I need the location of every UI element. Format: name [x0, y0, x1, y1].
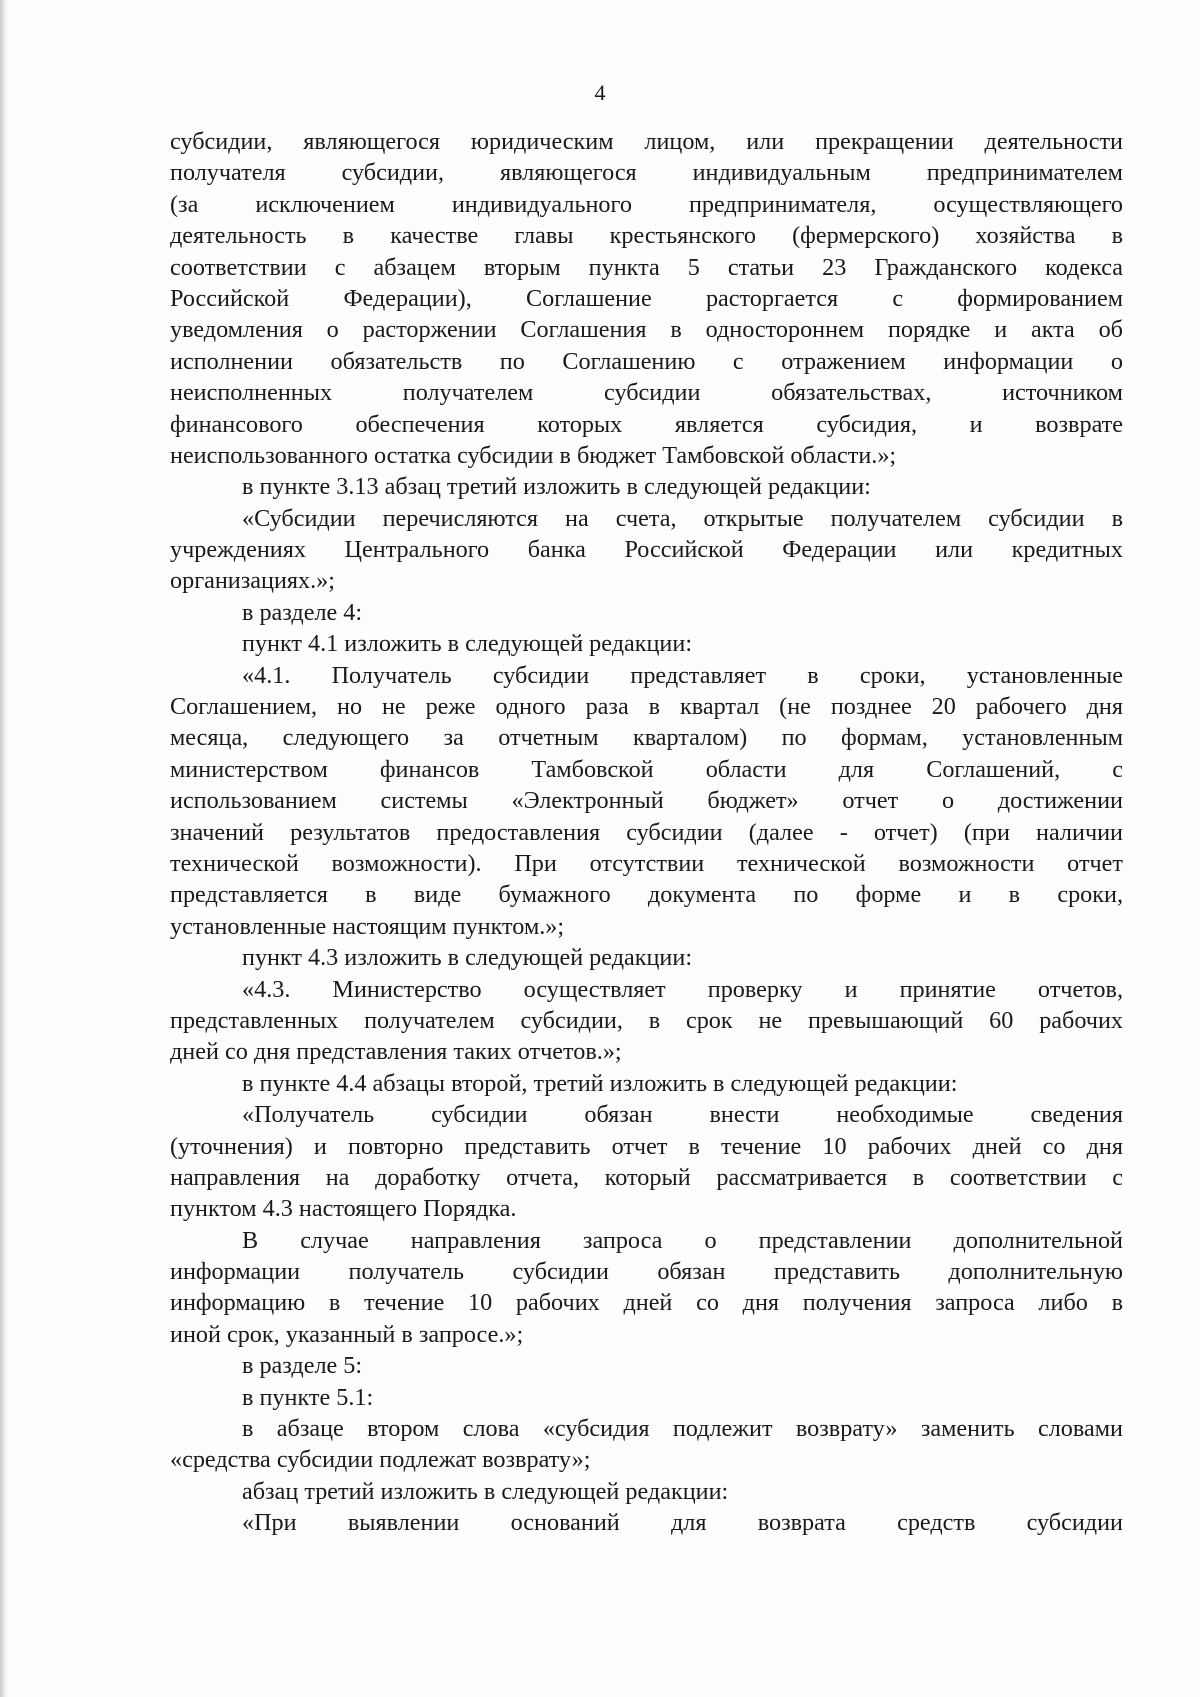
text-line: соответствии с абзацем вторым пункта 5 статьи 23 Гражданского кодекса [170, 253, 1123, 281]
text-line: пункт 4.1 изложить в следующей редакции: [242, 630, 693, 658]
text-line: «4.3. Министерство осуществляет проверку и принятие отчетов, [242, 975, 1123, 1003]
text-line: информацию в течение 10 рабочих дней со дня получения запроса либо в [170, 1289, 1123, 1317]
text-line: уведомления о расторжении Соглашения в одностороннем порядке и акта об [170, 316, 1123, 344]
text-line: представленных получателем субсидии, в срок не превышающий 60 рабочих [170, 1006, 1123, 1034]
scan-edge [0, 0, 8, 1697]
text-line: значений результатов предоставления субсидии (далее - отчет) (при наличии [170, 818, 1123, 846]
text-line: «Получатель субсидии обязан внести необходимые сведения [242, 1101, 1123, 1129]
text-line: представляется в виде бумажного документа по форме и в сроки, [170, 881, 1123, 909]
document-body [170, 126, 1123, 1539]
text-line: Соглашением, но не реже одного раза в квартал (не позднее 20 рабочего дня [170, 693, 1123, 721]
text-line: неисполненных получателем субсидии обязательствах, источником [170, 379, 1123, 407]
text-line: установленные настоящим пунктом.»; [170, 912, 565, 940]
text-line: дней со дня представления таких отчетов.»; [170, 1038, 622, 1066]
text-line: «Субсидии перечисляются на счета, открытые получателем субсидии в [242, 504, 1123, 532]
text-line: (уточнения) и повторно представить отчет в течение 10 рабочих дней со дня [170, 1132, 1123, 1160]
text-line: министерством финансов Тамбовской области для Соглашений, с [170, 755, 1123, 783]
page-number: 4 [594, 80, 606, 105]
text-line: месяца, следующего за отчетным кварталом) по формам, установленным [170, 724, 1123, 752]
text-line: «При выявлении оснований для возврата средств субсидии [242, 1509, 1123, 1537]
text-line: «4.1. Получатель субсидии представляет в сроки, установленные [242, 661, 1123, 689]
text-line: информации получатель субсидии обязан представить дополнительную [170, 1258, 1123, 1286]
text-line: учреждениях Центрального банка Российской Федерации или кредитных [170, 536, 1123, 564]
text-line: «средства субсидии подлежат возврату»; [170, 1446, 591, 1474]
text-line: пунктом 4.3 настоящего Порядка. [170, 1195, 517, 1223]
text-line: иной срок, указанный в запросе.»; [170, 1320, 524, 1348]
text-line: в разделе 4: [242, 598, 363, 626]
text-line: в пункте 4.4 абзацы второй, третий изложить в следующей редакции: [242, 1069, 958, 1097]
text-line: финансового обеспечения которых является субсидия, и возврате [170, 410, 1123, 438]
text-line: в абзаце втором слова «субсидия подлежит возврату» заменить словами [242, 1415, 1123, 1443]
text-line: направления на доработку отчета, который рассматривается в соответствии с [170, 1163, 1123, 1191]
text-line: (за исключением индивидуального предпринимателя, осуществляющего [170, 190, 1123, 218]
text-line: деятельность в качестве главы крестьянского (фермерского) хозяйства в [170, 222, 1123, 250]
text-line: пункт 4.3 изложить в следующей редакции: [242, 944, 693, 972]
text-line: технической возможности). При отсутствии технической возможности отчет [170, 849, 1123, 877]
text-line: в пункте 3.13 абзац третий изложить в следующей редакции: [242, 473, 871, 501]
text-line: неиспользованного остатка субсидии в бюджет Тамбовской области.»; [170, 441, 897, 469]
text-line: в пункте 5.1: [242, 1383, 374, 1411]
text-line: субсидии, являющегося юридическим лицом, или прекращении деятельности [170, 128, 1123, 155]
text-line: Российской Федерации), Соглашение расторгается с формированием [170, 284, 1123, 312]
text-line: получателя субсидии, являющегося индивидуальным предпринимателем [170, 159, 1123, 187]
text-line: использованием системы «Электронный бюджет» отчет о достижении [170, 787, 1123, 815]
text-line: В случае направления запроса о представлении дополнительной [242, 1226, 1123, 1254]
text-line: исполнении обязательств по Соглашению с отражением информации о [170, 347, 1123, 375]
text-line: абзац третий изложить в следующей редакции: [242, 1477, 729, 1505]
text-line: организациях.»; [170, 567, 335, 595]
text-line: в разделе 5: [242, 1352, 363, 1380]
